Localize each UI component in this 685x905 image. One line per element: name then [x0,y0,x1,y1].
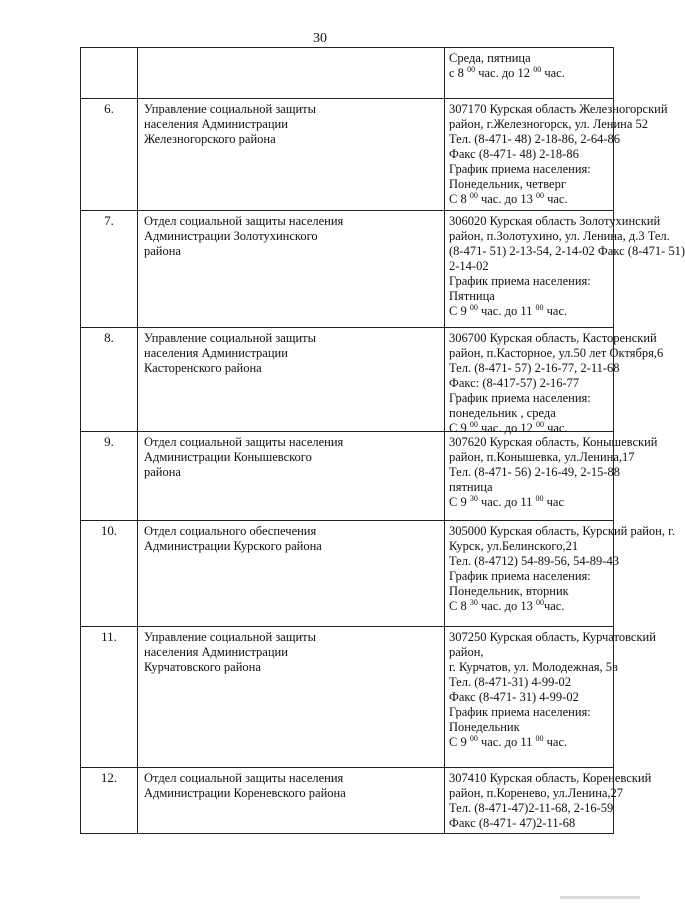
address-line: Пятница [449,289,495,303]
row-number-cell [81,211,137,327]
scan-artifact [560,896,640,899]
address-line: С 9 $^{30}$ час. до 11 $^{00}$ час [449,494,565,509]
address-line: С 8 $^{30}$ час. до 13 $^{00}$час. [449,598,565,613]
department-name-cell [137,99,444,210]
table-row [80,328,664,435]
address-cell [444,99,668,210]
row-number-cell [81,521,137,626]
department-name-line: Касторенского района [144,361,262,375]
department-name-line: населения Администрации [144,346,288,360]
address-line: 306700 Курская область, Касторенский [449,331,657,345]
address-cell [444,521,675,626]
address-line: Среда, пятница [449,51,531,65]
address-line: 306020 Курская область Золотухинский [449,214,661,228]
department-name-line: района [144,244,181,258]
address-line: с 8 $^{00}$ час. до 12 $^{00}$ час. [449,65,565,80]
page-number: 30 [313,31,327,46]
table-row [80,627,656,768]
address-line: район, [449,645,484,659]
address-line: С 8 $^{00}$ час. до 13 $^{00}$ час. [449,191,568,206]
address-cell [444,768,652,833]
address-line: Понедельник, вторник [449,584,569,598]
address-line: пятница [449,480,493,494]
address-line: 2-14-02 [449,259,489,273]
department-name-line: Железногорского района [144,132,276,146]
department-name-line: Курчатовского района [144,660,261,674]
address-line: Курск, ул.Белинского,21 [449,539,579,553]
address-cell [444,48,613,98]
row-number: 9. [104,434,114,449]
department-name-cell [137,211,444,327]
table-row [80,211,685,328]
address-line: График приема населения: [449,705,591,719]
address-line: График приема населения: [449,162,591,176]
table-row [80,47,614,99]
department-name-line: Отдел социальной защиты населения [144,214,344,228]
table-row [80,432,658,521]
table-row [80,768,652,834]
address-line: Понедельник, четверг [449,177,566,191]
table-row [80,99,668,211]
row-number-cell [81,768,137,833]
address-line: С 9 $^{00}$ час. до 12 $^{00}$ час. [449,420,568,435]
row-number-cell [81,627,137,767]
address-line: район, п.Золотухино, ул. Ленина, д.3 Тел. [449,229,670,243]
department-name-line: Управление социальной защиты [144,102,317,116]
department-name-line: Администрации Курского района [144,539,322,553]
address-line: С 9 $^{00}$ час. до 11 $^{00}$ час. [449,734,568,749]
address-line: 305000 Курская область, Курский район, г. [449,524,675,538]
row-number-cell [81,432,137,520]
department-name-cell [137,768,444,833]
department-name-cell [137,521,444,626]
department-name-cell [137,627,444,767]
row-number: 8. [104,330,114,345]
row-number-cell [81,328,137,431]
address-line: Тел. (8-471- 56) 2-16-49, 2-15-88 [449,465,620,479]
address-line: 307620 Курская область, Конышевский [449,435,658,449]
department-name-line: Администрации Конышевского [144,450,312,464]
address-line: Тел. (8-4712) 54-89-56, 54-89-43 [449,554,619,568]
department-name-line: Управление социальной защиты [144,630,317,644]
department-name-line: населения Администрации [144,645,288,659]
department-name-cell [137,328,444,431]
row-number-cell [81,99,137,210]
row-number: 11. [101,629,117,644]
contacts-table [80,47,685,834]
address-line: район, п.Касторное, ул.50 лет Октября,6 [449,346,664,360]
address-line: Факс (8-471- 48) 2-18-86 [449,147,579,161]
address-line: Факс: (8-417-57) 2-16-77 [449,376,580,390]
address-line: Тел. (8-471- 57) 2-16-77, 2-11-68 [449,361,620,375]
address-line: График приема населения: [449,274,591,288]
address-line: понедельник , среда [449,406,556,420]
table-row [80,521,675,627]
department-name-cell [137,432,444,520]
address-line: район, г.Железногорск, ул. Ленина 52 [449,117,649,131]
department-name-cell [137,48,444,98]
address-line: (8-471- 51) 2-13-54, 2-14-02 Факс (8-471- 51) [449,244,685,258]
address-line: г. Курчатов, ул. Молодежная, 5в [449,660,618,674]
address-line: График приема населения: [449,391,591,405]
address-line: 307250 Курская область, Курчатовский [449,630,656,644]
row-number: 10. [100,523,118,538]
address-line: 307410 Курская область, Кореневский [449,771,652,785]
address-line: Факс (8-471- 47)2-11-68 [449,816,576,830]
row-number: 7. [104,213,114,228]
address-line: район, п.Конышевка, ул.Ленина,17 [449,450,635,464]
address-cell [444,432,658,520]
address-line: Тел. (8-471- 48) 2-18-86, 2-64-86 [449,132,620,146]
department-name-line: Отдел социальной защиты населения [144,435,344,449]
address-cell [444,328,664,435]
row-number-cell [81,48,137,98]
address-line: Понедельник [449,720,520,734]
address-cell [444,627,656,767]
department-name-line: Отдел социальной защиты населения [144,771,344,785]
address-line: 307170 Курская область Железногорский [449,102,668,116]
address-line: Факс (8-471- 31) 4-99-02 [449,690,579,704]
row-number: 12. [100,770,118,785]
address-line: С 9 $^{00}$ час. до 11 $^{00}$ час. [449,303,568,318]
department-name-line: Администрации Кореневского района [144,786,346,800]
department-name-line: района [144,465,181,479]
address-line: Тел. (8-471-31) 4-99-02 [449,675,572,689]
address-line: Тел. (8-471-47)2-11-68, 2-16-59 [449,801,614,815]
address-line: район, п.Коренево, ул.Ленина,27 [449,786,624,800]
department-name-line: Управление социальной защиты [144,331,317,345]
department-name-line: Отдел социального обеспечения [144,524,317,538]
department-name-line: Администрации Золотухинского [144,229,318,243]
row-number [81,48,137,50]
address-line: График приема населения: [449,569,591,583]
department-name-line: населения Администрации [144,117,288,131]
address-cell [444,211,685,327]
row-number: 6. [104,101,114,116]
